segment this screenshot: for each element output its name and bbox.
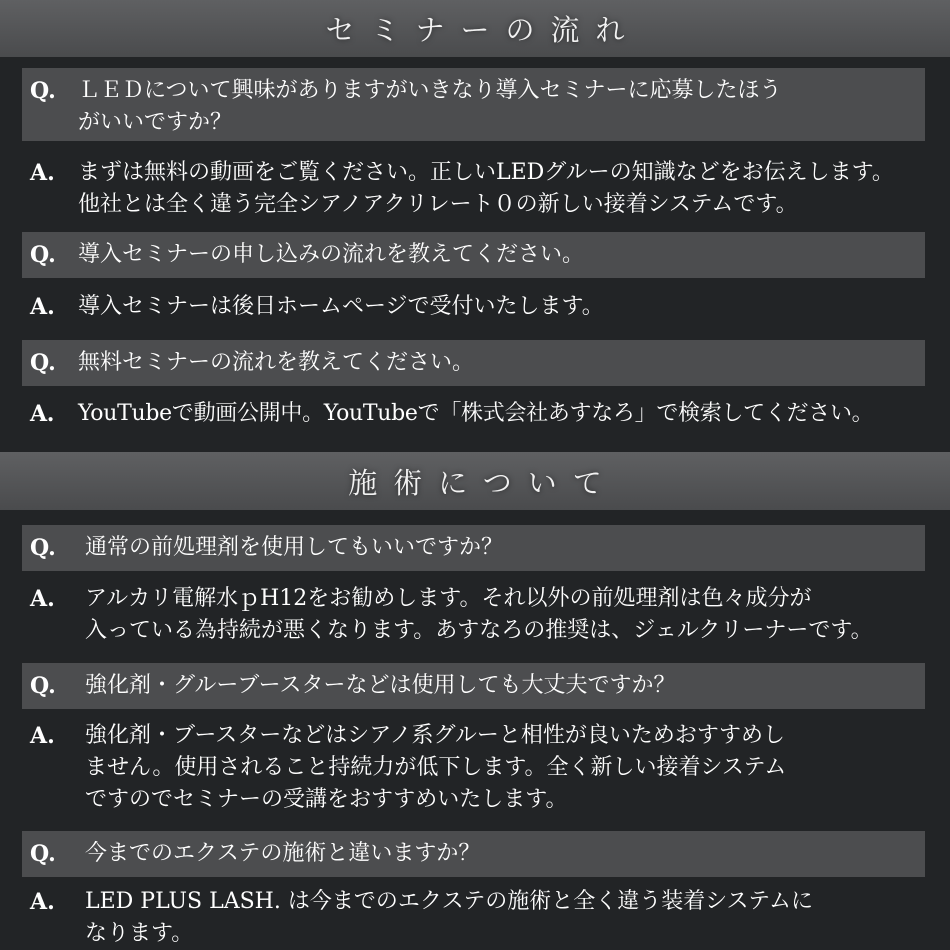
question-mark: Q. (30, 841, 56, 867)
answer-text: アルカリ電解水ｐH12をお勧めします。それ以外の前処理剤は色々成分が 入っている為持続が悪くなります。あすなろの推奨は、ジェルクリーナーです。 (85, 586, 873, 643)
question-text: 通常の前処理剤を使用してもいいですか？ (85, 535, 504, 560)
section-title: セミナーの流れ (325, 13, 641, 47)
answer-mark: A. (30, 723, 55, 749)
question (30, 670, 930, 702)
answer-mark: A. (30, 294, 55, 320)
question-mark: Q. (30, 535, 56, 561)
answer-mark: A. (30, 889, 55, 915)
question (30, 347, 930, 379)
section-header (0, 452, 950, 510)
question-text: 導入セミナーの申し込みの流れを教えてください。 (78, 242, 585, 267)
question (30, 239, 930, 271)
question-mark: Q. (30, 242, 56, 268)
answer-text: 強化剤・ブースターなどはシアノ系グルーと相性が良いためおすすめし ません。使用されること持続力が低下します。全く新しい接着システム ですのでセミナーの受講をおすすめいたします。 (85, 723, 787, 812)
answer-text: LED PLUS LASH. は今までのエクステの施術と全く違う装着システムに なります。 (85, 889, 813, 946)
question (30, 532, 930, 564)
answer-mark: A. (30, 586, 55, 612)
answer-mark: A. (30, 160, 55, 186)
answer (30, 398, 930, 430)
question-mark: Q. (30, 350, 56, 376)
section-header (0, 0, 950, 57)
answer (30, 157, 930, 221)
answer-mark: A. (30, 401, 55, 427)
question-text: 今までのエクステの施術と違いますか？ (85, 841, 481, 866)
answer (30, 886, 930, 950)
question (30, 75, 930, 139)
question-text: 無料セミナーの流れを教えてください。 (78, 350, 475, 375)
question-text: ＬＥＤについて興味がありますがいきなり導入セミナーに応募したほう がいいですか？ (78, 78, 782, 135)
answer-text: 導入セミナーは後日ホームページで受付いたします。 (78, 294, 604, 319)
question (30, 838, 930, 870)
answer (30, 720, 930, 816)
question-mark: Q. (30, 673, 56, 699)
question-mark: Q. (30, 78, 56, 104)
section-title: 施術について (348, 465, 618, 500)
answer-text: まずは無料の動画をご覧ください。正しいLEDグルーの知識などをお伝えします。 他社とは全く違う完全シアノアクリレート０の新しい接着システムです。 (78, 160, 894, 217)
answer (30, 291, 930, 323)
question-text: 強化剤・グルーブースターなどは使用しても大丈夫ですか？ (85, 673, 676, 698)
answer (30, 583, 930, 647)
answer-text: YouTubeで動画公開中。YouTubeで「株式会社あすなろ」で検索してください。 (78, 401, 874, 426)
